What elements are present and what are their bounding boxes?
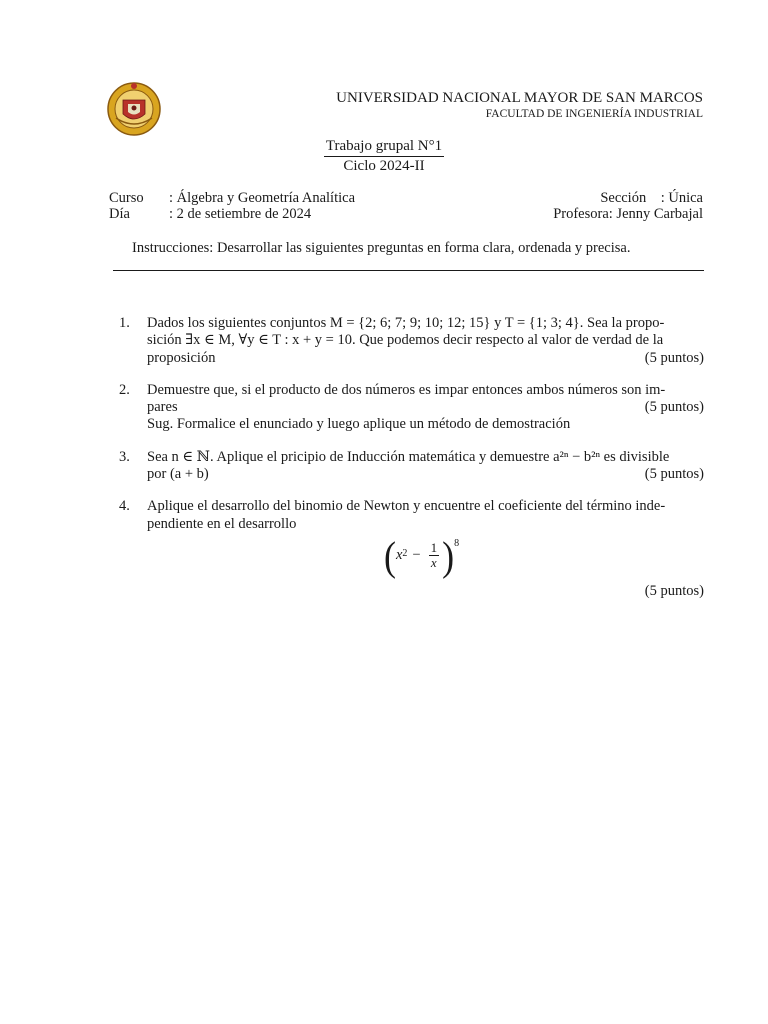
profesora: Profesora: Jenny Carbajal [553,206,703,222]
points-label: (5 puntos) [644,399,704,416]
question-text: Dados los siguientes conjuntos M = {2; 6; 7; 9; 10; 12; 15} y T = {1; 3; 4}. Sea la propo- [147,315,665,331]
instructions: Instrucciones: Desarrollar las siguientes preguntas en forma clara, ordenada y precisa. [132,240,631,256]
question-4 [119,498,704,600]
university-name: UNIVERSIDAD NACIONAL MAYOR DE SAN MARCOS [336,90,703,106]
seccion: Sección : Única [600,190,703,206]
points-label: (5 puntos) [644,582,704,599]
question-3 [119,448,704,484]
question-text: pendiente en el desarrollo [147,515,297,532]
binomial-formula: ( x 2 − $\frac{1}{x}$ ) 8 [383,532,460,579]
points-label: (5 puntos) [644,466,704,483]
divider [113,270,704,271]
question-2 [119,381,704,434]
question-text: Demuestre que, si el producto de dos números es impar entonces ambos números son im- [147,381,666,398]
question-text: pares [147,399,178,416]
points-label: (5 puntos) [644,349,704,366]
question-number: 1. [119,315,130,331]
work-title: Trabajo grupal N°1 [324,138,444,157]
question-number: 2. [119,381,130,398]
curso-label: Curso [109,190,144,206]
cycle: Ciclo 2024-II [343,158,425,174]
university-seal-logo [106,78,162,140]
work-title-block [0,138,768,175]
dia-label: Día [109,206,130,222]
question-number: 4. [119,498,130,515]
faculty-name: FACULTAD DE INGENIERÍA INDUSTRIAL [485,108,703,120]
question-list [0,315,768,615]
question-hint: Sug. Formalice el enunciado y luego aplique un método de demostración [147,416,571,433]
question-text: sición ∃x ∈ M, ∀y ∈ T : x + y = 10. Que podemos decir respecto al valor de verdad de la [147,332,664,349]
question-text: por (a + b) [147,466,209,483]
question-1 [119,315,704,367]
question-text: Sea n ∈ ℕ. Aplique el pricipio de Inducción matemática y demuestre a²ⁿ − b²ⁿ es divisible [147,448,670,465]
question-number: 3. [119,448,130,465]
question-text: proposición [147,349,216,366]
question-text: Aplique el desarrollo del binomio de Newton y encuentre el coeficiente del término inde- [147,498,666,515]
curso-value: : Álgebra y Geometría Analítica [169,190,356,206]
dia-value: : 2 de setiembre de 2024 [169,206,312,222]
